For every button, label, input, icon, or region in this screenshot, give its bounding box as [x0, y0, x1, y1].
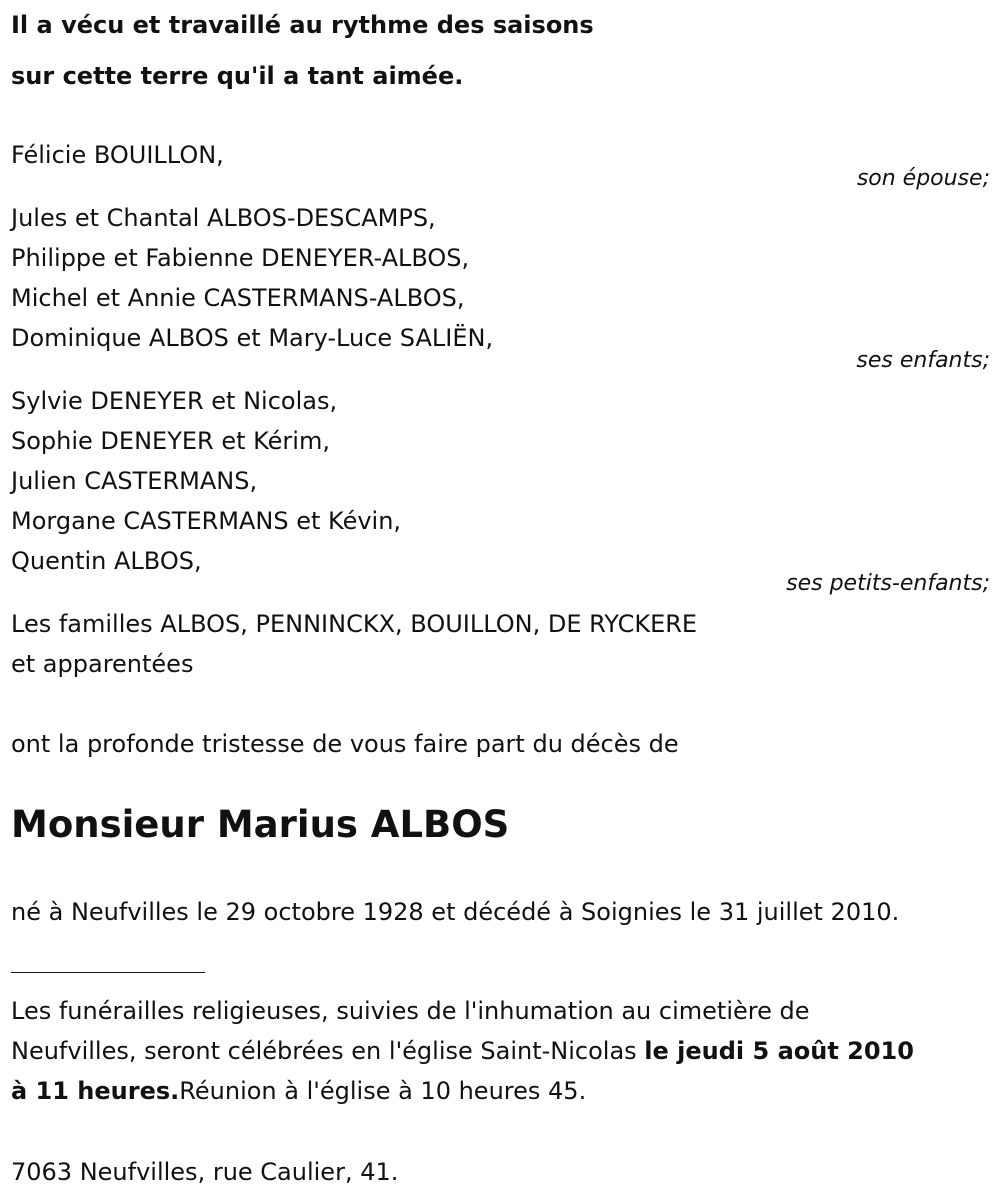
- epigraph-line-2: sur cette terre qu'il a tant aimée.: [11, 62, 464, 90]
- announcement-text: ont la profonde tristesse de vous faire part du décès de: [11, 730, 679, 758]
- birth-death-text: né à Neufvilles le 29 octobre 1928 et décédé à Soignies le 31 juillet 2010.: [11, 898, 900, 926]
- funeral-line-2: [11, 1036, 914, 1066]
- child-line-1: Jules et Chantal ALBOS-DESCAMPS,: [11, 204, 436, 232]
- grandchild-line-3: Julien CASTERMANS,: [11, 467, 258, 495]
- children-relation: ses enfants;: [856, 348, 990, 373]
- address-text: 7063 Neufvilles, rue Caulier, 41.: [11, 1158, 399, 1186]
- child-line-3: Michel et Annie CASTERMANS-ALBOS,: [11, 284, 465, 312]
- funeral-time: à 11 heures.: [11, 1077, 180, 1105]
- funeral-line-2-text: Neufvilles, seront célébrées en l'église Saint-Nicolas: [11, 1037, 645, 1065]
- families-line-1: Les familles ALBOS, PENNINCKX, BOUILLON, DE RYCKERE: [11, 610, 698, 638]
- grandchild-line-5: Quentin ALBOS,: [11, 547, 202, 575]
- funeral-gathering: Réunion à l'église à 10 heures 45.: [179, 1077, 587, 1105]
- child-line-4: Dominique ALBOS et Mary-Luce SALIËN,: [11, 324, 494, 352]
- wife-name: Félicie BOUILLON,: [11, 141, 224, 169]
- funeral-line-1: Les funérailles religieuses, suivies de l'inhumation au cimetière de: [11, 997, 810, 1025]
- wife-relation: son épouse;: [856, 166, 990, 191]
- funeral-date: le jeudi 5 août 2010: [644, 1037, 914, 1065]
- child-line-2: Philippe et Fabienne DENEYER-ALBOS,: [11, 244, 470, 272]
- funeral-line-3: [11, 1076, 586, 1106]
- grandchildren-relation: ses petits-enfants;: [786, 571, 990, 596]
- grandchild-line-4: Morgane CASTERMANS et Kévin,: [11, 507, 402, 535]
- section-divider: [11, 972, 205, 973]
- grandchild-line-2: Sophie DENEYER et Kérim,: [11, 427, 330, 455]
- families-line-2: et apparentées: [11, 650, 194, 678]
- grandchild-line-1: Sylvie DENEYER et Nicolas,: [11, 387, 338, 415]
- deceased-name: Monsieur Marius ALBOS: [11, 803, 510, 846]
- epigraph-line-1: Il a vécu et travaillé au rythme des saisons: [11, 11, 594, 39]
